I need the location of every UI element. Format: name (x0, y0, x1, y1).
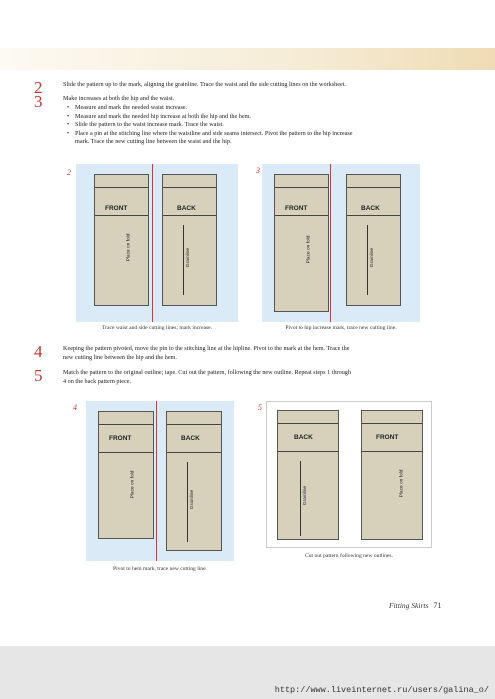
figure-5-panel (266, 401, 432, 548)
front-pattern-piece (94, 174, 149, 306)
bullet-item: mark. Trace the new cutting line between the waist and the hip. (75, 138, 232, 145)
front-label: FRONT (109, 435, 132, 442)
figure-3-panel (262, 164, 420, 322)
back-pattern-piece (346, 174, 401, 306)
watermark-url[interactable]: http://www.liveinternet.ru/users/galina_o/ (274, 685, 489, 695)
front-label: FRONT (376, 434, 399, 441)
step-text: Match the pattern to the original outline; tape. Cut out the pattern, following the new outline. Repeat steps 1 through (63, 369, 351, 376)
fold-label: Place on fold (130, 470, 136, 499)
back-label: BACK (181, 435, 200, 442)
figure-caption: Pivot to hem mark, trace new cutting line. (113, 566, 207, 572)
front-pattern-piece (361, 410, 423, 540)
figure-caption: Cut out pattern following new outlines. (305, 553, 393, 559)
step-number: 2 (34, 78, 43, 97)
step-text: Slide the pattern up to the mark, aligning the grainline. Trace the waist and the side cutting lines on the worksheet. (63, 81, 347, 88)
step-text: new cutting line between the hip and the hem. (63, 353, 177, 361)
fold-label: Place on fold (306, 235, 312, 264)
step-number: 5 (34, 366, 43, 385)
header-band (0, 48, 495, 70)
back-label: BACK (294, 434, 313, 441)
page-number: 71 (433, 601, 442, 610)
bullet-item: • Place a pin at the stitching line where the waistline and side seams intersect. Pivot the pattern to the hip increase (67, 129, 353, 137)
figure-caption: Trace waist and side cutting lines; mark increase. (101, 325, 213, 331)
grainline-label: Grainline (303, 485, 309, 506)
fold-label: Place on fold (399, 469, 405, 498)
step-text: Make increases at both the hip and the waist. (63, 95, 175, 102)
back-pattern-piece (166, 411, 222, 551)
figure-4-panel (86, 401, 234, 561)
front-label: FRONT (285, 205, 308, 212)
figure-label: 3 (256, 166, 260, 175)
bottom-strip (0, 646, 495, 699)
figure-label: 5 (258, 403, 262, 412)
step-number: 4 (34, 342, 43, 361)
step-number: 3 (34, 92, 43, 111)
figure-caption: Pivot to hip increase mark, trace new cutting line. (285, 325, 397, 331)
figure-2-panel (76, 164, 238, 322)
figure-label: 4 (73, 403, 77, 412)
step-text: 4 on the back pattern piece. (63, 377, 132, 385)
fold-label: Place on fold (126, 233, 132, 262)
grainline-label: Grainline (190, 489, 196, 510)
back-label: BACK (177, 205, 196, 212)
figure-label: 2 (67, 168, 71, 177)
front-pattern-piece (274, 174, 329, 312)
back-label: BACK (361, 205, 380, 212)
bullet-item: • Measure and mark the needed hip increase at both the hip and the hem. (67, 112, 251, 120)
back-pattern-piece (277, 410, 339, 540)
back-pattern-piece (162, 174, 217, 306)
bullet-item: • Slide the pattern to the waist increase mark. Trace the waist. (67, 121, 224, 128)
grainline-label: Grainline (186, 247, 192, 268)
bullet-item: • Measure and mark the needed waist increase. (67, 104, 188, 111)
step-text: Keeping the pattern pivoted, move the pin to the stitching line at the hipline. Pivot to the mark at the hem. Trace the (63, 345, 350, 352)
running-footer (389, 601, 441, 610)
chapter-title: Fitting Skirts (389, 601, 429, 610)
front-pattern-piece (98, 411, 154, 539)
front-label: FRONT (105, 205, 128, 212)
grainline-label: Grainline (370, 247, 376, 268)
